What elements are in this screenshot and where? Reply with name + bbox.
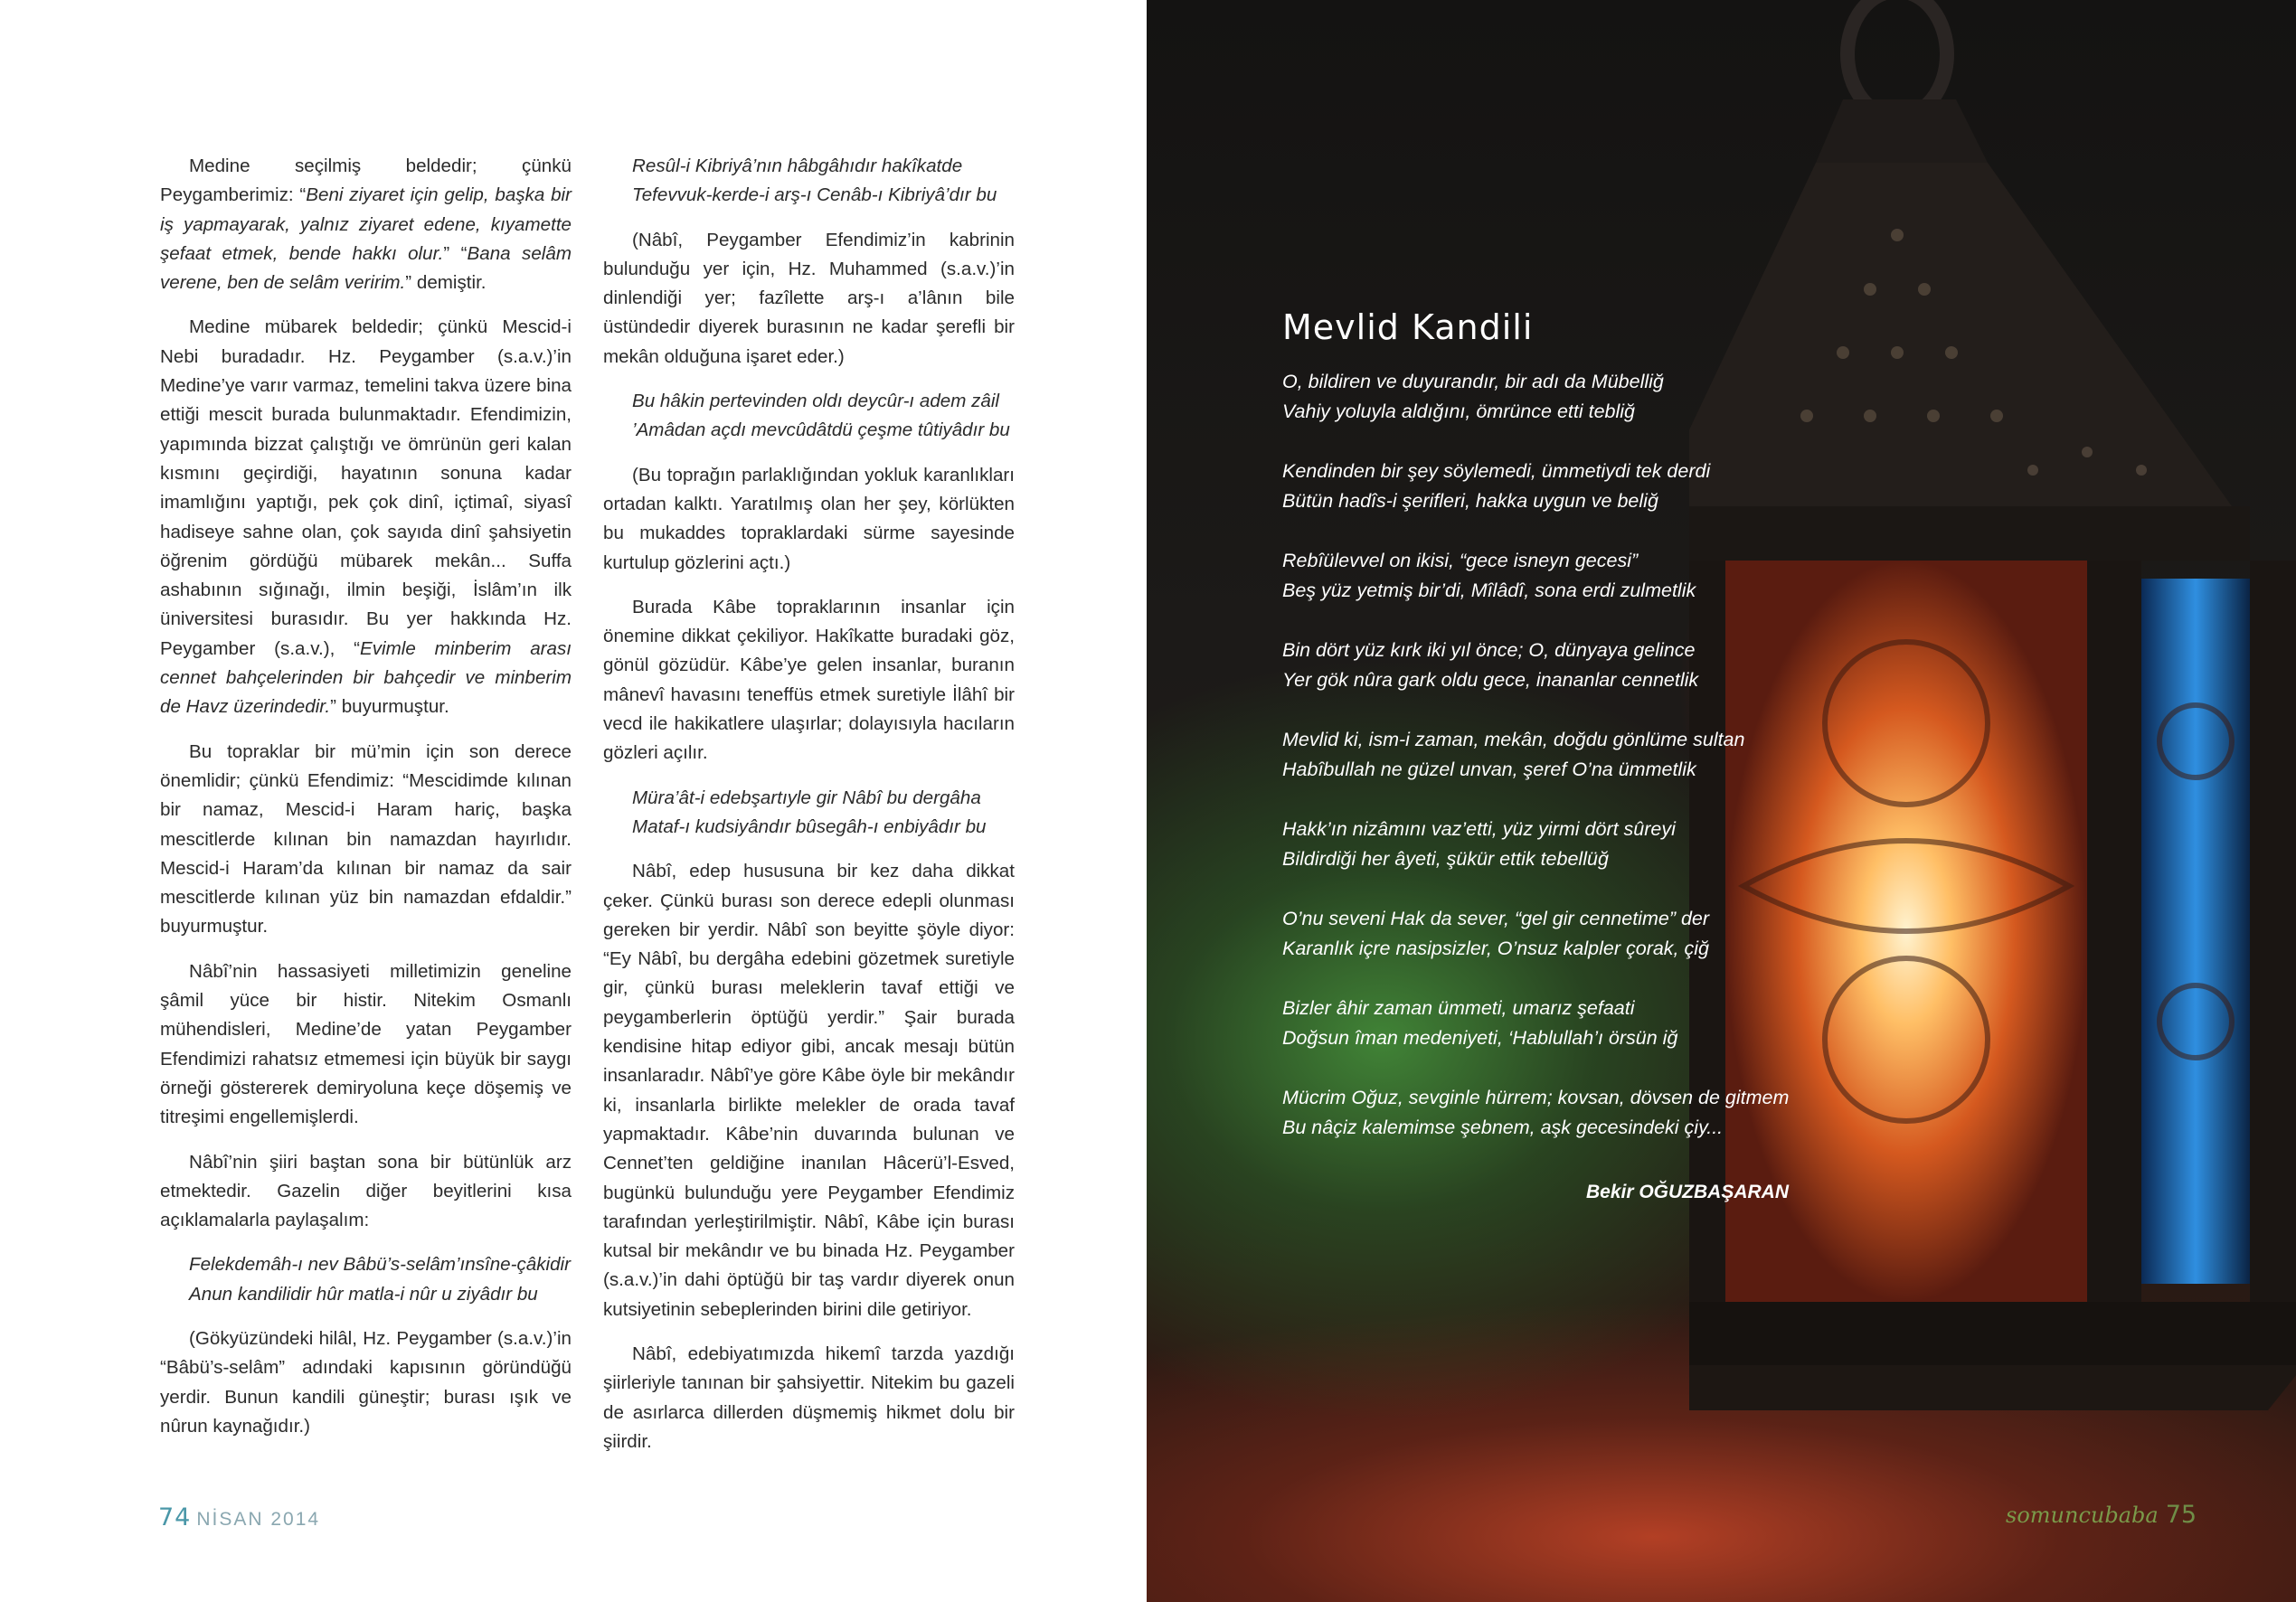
body-text: (Gökyüzündeki hilâl, Hz. Peygamber (s.a.v.)’in “Bâbü’s-selâm” adındaki kapısının göründüğü yerdir. Bunun kandili güneştir; burası ışık ve nûrun kaynağıdır.) bbox=[160, 1327, 572, 1437]
paragraph bbox=[603, 226, 1015, 372]
body-text: Medine seçilmiş beldedir; çünkü Peygamberimiz: “ bbox=[160, 155, 572, 206]
poem bbox=[1282, 307, 1790, 1202]
poem-stanza bbox=[1282, 725, 1789, 785]
verse-couplet bbox=[603, 152, 1015, 211]
body-text: (Nâbî, Peygamber Efendimiz’in kabrinin bulunduğu yer için, Hz. Muhammed (s.a.v.)’in dinlendiği yer; fazîlette arş-ı a’lânın bile üstündedir diyerek burasının ne kadar şerefli bir mekân olduğuna işaret eder.) bbox=[603, 229, 1015, 367]
poem-stanza bbox=[1282, 367, 1789, 427]
paragraph bbox=[603, 857, 1015, 1324]
verse-line: Felekdemâh-ı nev Bâbü’s-selâm’ınsîne-çâkidir bbox=[189, 1254, 571, 1276]
poem-line: O’nu seveni Hak da sever, “gel gir cennetime” der bbox=[1282, 908, 1710, 929]
text-column-2 bbox=[603, 152, 1015, 1472]
paragraph bbox=[603, 461, 1015, 578]
magazine-brand: somuncubaba bbox=[2006, 1503, 2159, 1528]
page-folio-left bbox=[158, 1503, 320, 1531]
body-text: Burada Kâbe topraklarının insanlar için önemine dikkat çekiliyor. Hakîkatte buradaki göz, gönül gözüdür. Kâbe’ye gelen insanlar, buranın mânevî havasını teneffüs etmek suretiyle İlâhî bir vecd ile hakikatlere ulaşırlar; dolayısıyla hacıların gözleri açılır. bbox=[603, 596, 1015, 764]
poem-stanza bbox=[1282, 457, 1789, 516]
body-text: Nâbî, edebiyatımızda hikemî tarzda yazdığı şiirleriyle tanınan bir şahsiyettir. Nitekim bu gazeli de asırlarca dillerden düşmemiş hikmet dolu bir şiirdir. bbox=[603, 1343, 1015, 1452]
quote-text: Beni ziyaret için gelip, başka bir iş yapmayarak, yalnız ziyaret edene, kıyamette şefaat etmek, bende hakkı olur. bbox=[160, 184, 572, 264]
poem-line: Hakk’ın nizâmını vaz’etti, yüz yirmi dört sûreyi bbox=[1282, 818, 1676, 840]
body-text: ” demiştir. bbox=[405, 272, 487, 294]
text-column-1 bbox=[160, 152, 572, 1456]
poem-stanza bbox=[1282, 636, 1789, 695]
paragraph bbox=[603, 1340, 1015, 1456]
verse-line: ’Amâdan açdı mevcûdâtdü çeşme tûtiyâdır bu bbox=[632, 419, 1010, 441]
left-page bbox=[0, 0, 1147, 1602]
poem-line: Habîbullah ne güzel unvan, şeref O’na ümmetlik bbox=[1282, 759, 1696, 780]
poem-stanza bbox=[1282, 994, 1789, 1053]
right-page bbox=[1147, 0, 2296, 1602]
poem-line: Bizler âhir zaman ümmeti, umarız şefaati bbox=[1282, 997, 1635, 1019]
verse-line: Mataf-ı kudsiyândır bûsegâh-ı enbiyâdır bu bbox=[632, 815, 987, 837]
page-folio-right bbox=[2006, 1501, 2197, 1529]
poem-line: Doğsun îman medeniyeti, ‘Hablullah’ı örsün iğ bbox=[1282, 1027, 1678, 1049]
body-text: Medine mübarek beldedir; çünkü Mescid-i Nebi buradadır. Hz. Peygamber (s.a.v.)’in Medine’ye varır varmaz, temelini takva üzere bina ettiği mescit burada bulunmaktadır. Efendimizin, yapımında bizzat çalıştığı ve ömrünün geri kalan kısmını geçirdiği, hayatının sonuna kadar imamlığını yaptığı, pek çok dinî, içtimaî, siyasî hadiseye sahne olan, çok sayıda dinî şahsiyetin öğrenim gördüğü mübarek mekân... Suffa ashabının sığınağı, ilmin beşiği, İslâm’ın ilk üniversitesi burasıdır. Bu yer hakkında Hz. Peygamber (s.a.v.), “ bbox=[160, 316, 572, 659]
issue-date: NİSAN 2014 bbox=[196, 1509, 321, 1530]
verse-line: Müra’ât-i edebşartıyle gir Nâbî bu dergâha bbox=[632, 787, 981, 808]
verse-couplet bbox=[603, 784, 1015, 843]
poem-stanza bbox=[1282, 546, 1789, 606]
verse-line: Tefevvuk-kerde-i arş-ı Cenâb-ı Kibriyâ’dır bu bbox=[632, 184, 997, 206]
poem-stanza bbox=[1282, 1083, 1789, 1143]
paragraph bbox=[160, 738, 572, 942]
poem-line: Mevlid ki, ism-i zaman, mekân, doğdu gönlüme sultan bbox=[1282, 729, 1745, 750]
poem-line: Bu nâçiz kalemimse şebnem, aşk gecesindeki çiy... bbox=[1282, 1117, 1724, 1138]
paragraph bbox=[603, 593, 1015, 768]
poem-line: Mücrim Oğuz, sevginle hürrem; kovsan, dövsen de gitmem bbox=[1282, 1087, 1790, 1108]
poem-stanza bbox=[1282, 904, 1789, 964]
page-number-right: 75 bbox=[2165, 1501, 2197, 1529]
poem-line: Bildirdiği her âyeti, şükür ettik tebellüğ bbox=[1282, 848, 1609, 870]
poem-line: Kendinden bir şey söylemedi, ümmetiydi tek derdi bbox=[1282, 460, 1711, 482]
verse-line: Bu hâkin pertevinden oldı deycûr-ı adem zâil bbox=[632, 391, 1000, 412]
poem-title: Mevlid Kandili bbox=[1282, 307, 1534, 347]
poem-line: Karanlık içre nasipsizler, O’nsuz kalpler çorak, çiğ bbox=[1282, 938, 1709, 959]
body-text: Nâbî’nin şiiri baştan sona bir bütünlük arz etmektedir. Gazelin diğer beyitlerini kısa açıklamalarla paylaşalım: bbox=[160, 1151, 572, 1231]
verse-couplet bbox=[160, 1250, 572, 1309]
verse-line: Resûl-i Kibriyâ’nın hâbgâhıdır hakîkatde bbox=[632, 155, 963, 176]
body-text: ” buyurmuştur. bbox=[330, 696, 449, 718]
verse-line: Anun kandilidir hûr matla-i nûr u ziyâdır bu bbox=[189, 1283, 538, 1305]
poem-stanza bbox=[1282, 815, 1789, 874]
poem-author: Bekir OĞUZBAŞARAN bbox=[1585, 1182, 1789, 1202]
paragraph bbox=[160, 1324, 572, 1441]
quote-text: Bana selâm verene, ben de selâm veririm. bbox=[160, 242, 572, 294]
paragraph bbox=[160, 957, 572, 1133]
poem-line: Vahiy yoluyla aldığını, ömrünce etti tebliğ bbox=[1282, 400, 1636, 422]
poem-line: Beş yüz yetmiş bir’di, Mîlâdî, sona erdi zulmetlik bbox=[1282, 580, 1696, 601]
paragraph bbox=[160, 1148, 572, 1236]
paragraph bbox=[160, 152, 572, 297]
verse-couplet bbox=[603, 387, 1015, 446]
body-text: Bu topraklar bir mü’min için son derece önemlidir; çünkü Efendimiz: “Mescidimde kılınan bir namaz, Mescid-i Haram hariç, başka mescitlerde kılınan bin namazdan hayırlıdır. Mescid-i Haram’da kılınan bir namaz da sair mescitlerde kılınan yüz bin namazdan efdaldir.” buyurmuştur. bbox=[160, 740, 572, 938]
body-text: ” “ bbox=[443, 242, 468, 264]
quote-text: Evimle minberim arası cennet bahçelerinden bir bahçedir ve minberim de Havz üzerindedir. bbox=[160, 637, 572, 718]
body-text: Nâbî’nin hassasiyeti milletimizin geneline şâmil yüce bir histir. Nitekim Osmanlı mühendisleri, Medine’de yatan Peygamber Efendimizi rahatsız etmemesi için büyük bir saygı örneği göstererek demiryoluna keçe döşemiş ve titreşimi engellemişlerdi. bbox=[160, 960, 572, 1128]
poem-line: Yer gök nûra gark oldu gece, inananlar cennetlik bbox=[1282, 669, 1699, 691]
body-text: (Bu toprağın parlaklığından yokluk karanlıkları ortadan kalktı. Yaratılmış olan her şey, körlükten bu mukaddes topraklardaki sürme sayesinde kurtulup gözlerini açtı.) bbox=[603, 464, 1015, 573]
poem-line: Bütün hadîs-i şerifleri, hakka uygun ve beliğ bbox=[1282, 490, 1658, 512]
body-text: Nâbî, edep hususuna bir kez daha dikkat çeker. Çünkü burası son derece edepli olunması gereken bir yerdir. Nâbî son beyitte şöyle diyor: “Ey Nâbî, bu dergâha edebini gözetmek suretiyle gir, çünkü burası meleklerin tavaf ettiği ve peygamberlerin öptüğü yerdir.” Şair burada kendisine hitap ediyor gibi, ancak mesajı bütün insanlaradır. Nâbî’ye göre Kâbe öyle bir mekândır ki, insanlarla birlikte melekler de orada tavaf yapmaktadır. Kâbe’nin duvarında bulunan ve Cennet’ten geldiğine inanılan Hâcerü’l-Esved, bugünkü bulunduğu yere Peygamber Efendimiz tarafından yerleştirilmiştir. Nâbî, Kâbe için burası kutsal bir mekândır ve bu binada Hz. Peygamber (s.a.v.)’in dahi öptüğü bir taş vardır diyerek onun kutsiyetinin sebeplerinden birini dile getiriyor. bbox=[603, 861, 1015, 1320]
poem-line: O, bildiren ve duyurandır, bir adı da Mübelliğ bbox=[1282, 371, 1664, 392]
poem-line: Bin dört yüz kırk iki yıl önce; O, dünyaya gelince bbox=[1282, 639, 1696, 661]
poem-line: Rebîülevvel on ikisi, “gece isneyn gecesi” bbox=[1282, 550, 1639, 571]
page-number: 74 bbox=[158, 1503, 192, 1531]
paragraph bbox=[160, 313, 572, 721]
